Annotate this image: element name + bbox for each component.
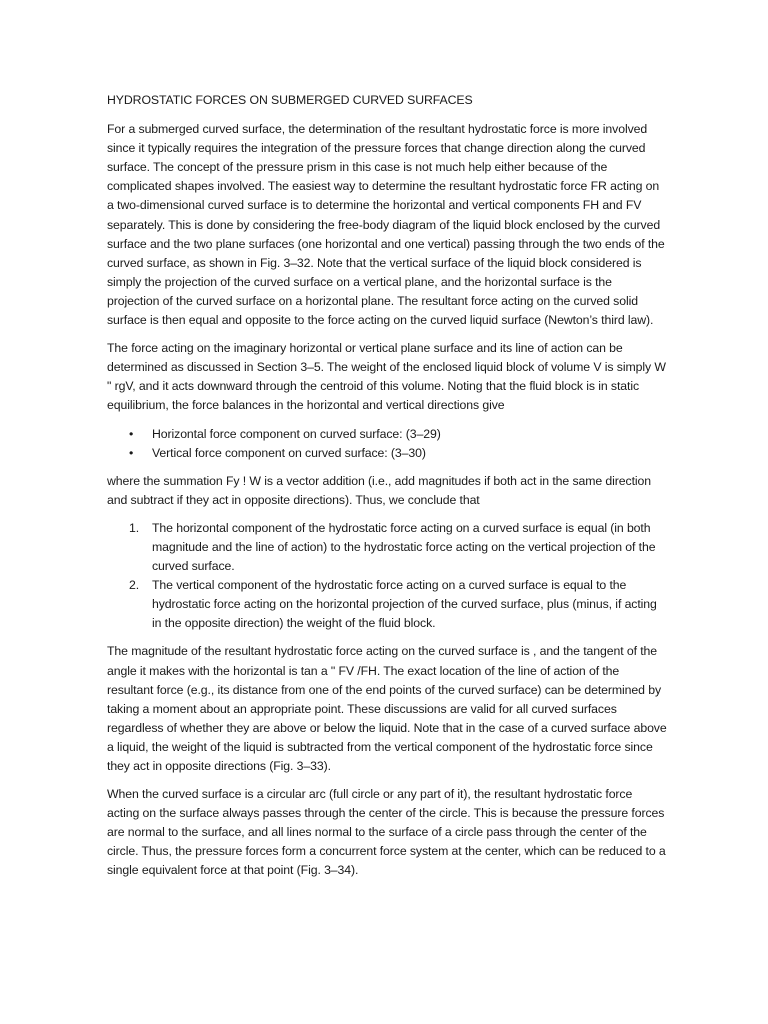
numbered-item xyxy=(107,576,667,633)
bullet-list xyxy=(107,425,667,463)
numbered-item xyxy=(107,519,667,576)
paragraph-intro: For a submerged curved surface, the determination of the resultant hydrostatic force is more involved since it typically requires the integration of the pressure forces that change direction along the curved surface. The concept of the pressure prism in this case is not much help either because of the complicated shapes involved. The easiest way to determine the resultant hydrostatic force FR acting on a two-dimensional curved surface is to determine the horizontal and vertical components FH and FV separately. This is done by considering the free-body diagram of the liquid block enclosed by the curved surface and the two plane surfaces (one horizontal and one vertical) passing through the two ends of the curved surface, as shown in Fig. 3–32. Note that the vertical surface of the liquid block considered is simply the projection of the curved surface on a vertical plane, and the horizontal surface is the projection of the curved surface on a horizontal plane. The resultant force acting on the curved solid surface is then equal and opposite to the force acting on the curved liquid surface (Newton’s third law). xyxy=(107,122,665,328)
paragraph-circular-arc: When the curved surface is a circular arc (full circle or any part of it), the resultant hydrostatic force acting on the surface always passes through the center of the circle. This is because the pressure forces are normal to the surface, and all lines normal to the surface of a circle pass through the center of the circle. Thus, the pressure forces form a concurrent force system at the center, which can be reduced to a single equivalent force at that point (Fig. 3–34). xyxy=(107,787,666,878)
paragraph-force-balance: The force acting on the imaginary horizontal or vertical plane surface and its line of action can be determined as discussed in Section 3–5. The weight of the enclosed liquid block of volume V is simply W " rgV, and it acts downward through the centroid of this volume. Noting that the fluid block is in static equilibrium, the force balances in the horizontal and vertical directions give xyxy=(107,341,666,413)
numbered-text: The horizontal component of the hydrostatic force acting on a curved surface is equal (in both magnitude and the line of action) to the hydrostatic force acting on the vertical projection of the curved surface. xyxy=(152,520,656,574)
numbered-text: The vertical component of the hydrostatic force acting on a curved surface is equal to the hydrostatic force acting on the horizontal projection of the curved surface, plus (minus, if acting in the opposite direction) the weight of the fluid block. xyxy=(152,578,657,631)
bullet-icon: • xyxy=(129,426,134,441)
bullet-item xyxy=(107,444,667,463)
numbered-marker: 2. xyxy=(129,578,140,593)
document-page xyxy=(107,91,667,890)
document-title: HYDROSTATIC FORCES ON SUBMERGED CURVED SURFACES xyxy=(107,93,473,107)
bullet-text: Vertical force component on curved surface: (3–30) xyxy=(152,445,426,460)
numbered-list xyxy=(107,519,667,634)
paragraph-summation: where the summation Fy ! W is a vector addition (i.e., add magnitudes if both act in the same direction and subtract if they act in opposite directions). Thus, we conclude that xyxy=(107,473,652,507)
bullet-text: Horizontal force component on curved surface: (3–29) xyxy=(152,426,441,441)
bullet-icon: • xyxy=(129,445,134,460)
numbered-marker: 1. xyxy=(129,520,140,535)
bullet-item xyxy=(107,425,667,444)
paragraph-magnitude: The magnitude of the resultant hydrostatic force acting on the curved surface is , and the tangent of the angle it makes with the horizontal is tan a " FV /FH. The exact location of the line of action of the resultant force (e.g., its distance from one of the end points of the curved surface) can be determined by taking a moment about an appropriate point. These discussions are valid for all curved surfaces regardless of whether they are above or below the liquid. Note that in the case of a curved surface above a liquid, the weight of the liquid is subtracted from the vertical component of the hydrostatic force since they act in opposite directions (Fig. 3–33). xyxy=(107,644,667,773)
